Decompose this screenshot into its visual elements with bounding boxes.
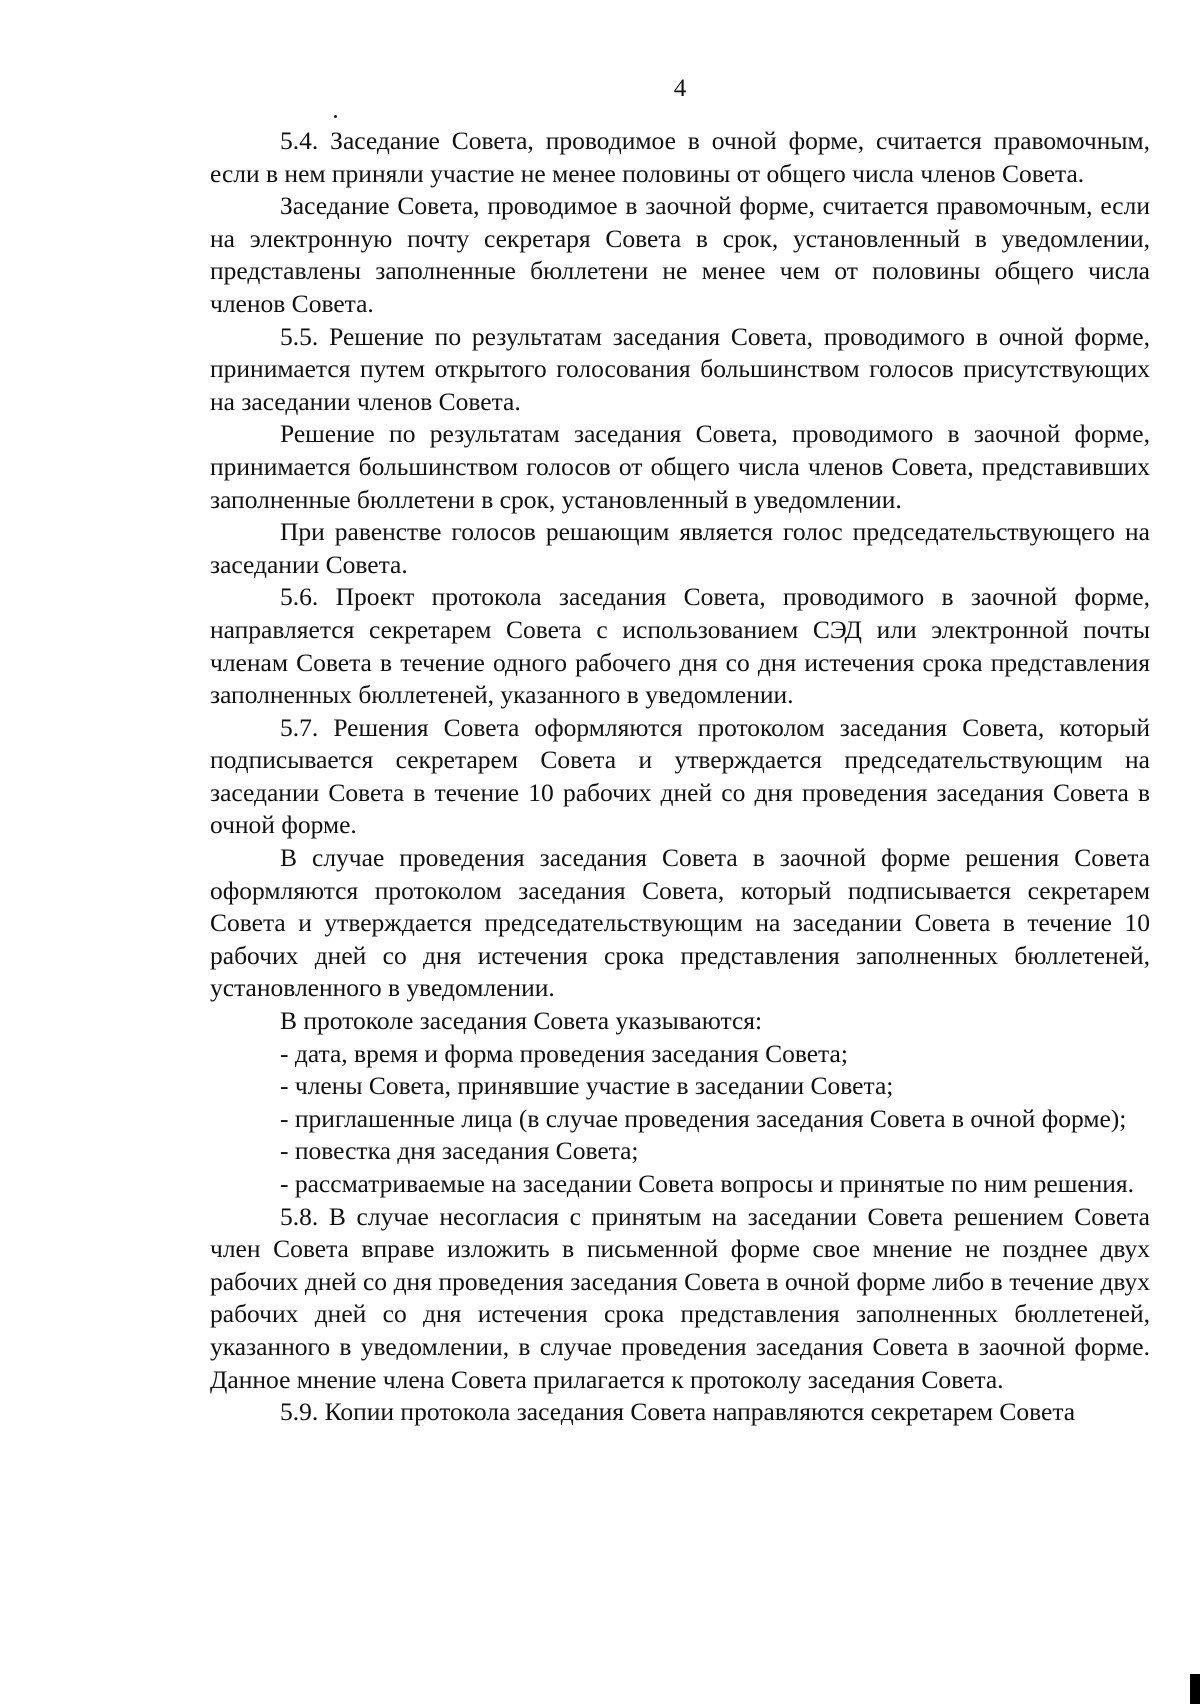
scan-speck bbox=[334, 115, 337, 118]
paragraph-protocol-contents: В протоколе заседания Совета указываются: bbox=[280, 1006, 763, 1036]
list-item: - рассматриваемые на заседании Совета вопросы и принятые по ним решения. bbox=[280, 1169, 1135, 1198]
scan-edge-mark bbox=[1190, 1674, 1200, 1704]
paragraph-5-8: 5.8. В случае несогласия с принятым на заседании Совета решением Совета член Совета вправе изложить в письменной форме свое мнение не позднее двух рабочих дней со дня проведения заседания Совета в очной форме либо в течение двух рабочих дней со дня истечения срока представления заполненных бюллетеней, указанного в уведомлении, в случае проведения заседания Совета в заочной форме. Данное мнение члена Совета прилагается к протоколу заседания Совета. bbox=[210, 1201, 1150, 1394]
paragraph-5-9: 5.9. Копии протокола заседания Совета направляются секретарем Совета bbox=[280, 1397, 1076, 1427]
paragraph-5-7: 5.7. Решения Совета оформляются протоколом заседания Совета, который подписывается секретарем Совета и утверждается председательствующим на заседании Совета в течение 10 рабочих дней со дня проведения заседания Совета в очной форме. bbox=[210, 712, 1150, 840]
paragraph-5-4-absentee: Заседание Совета, проводимое в заочной форме, считается правомочным, если на электронную почту секретаря Совета в срок, установленный в уведомлении, представлены заполненные бюллетени не менее чем от половины общего числа членов Совета. bbox=[210, 191, 1150, 318]
list-item: - приглашенные лица (в случае проведения заседания Совета в очной форме); bbox=[280, 1103, 1127, 1133]
paragraph-5-7-absentee: В случае проведения заседания Совета в заочной форме решения Совета оформляются протоколом заседания Совета, который подписывается секретарем Совета и утверждается председательствующим на заседании Совета в течение 10 рабочих дней со дня истечения срока представления заполненных бюллетеней, установленного в уведомлении. bbox=[210, 843, 1150, 1003]
list-item: - дата, время и форма проведения заседания Совета; bbox=[280, 1038, 848, 1068]
document-body bbox=[210, 125, 1150, 1429]
page-number: 4 bbox=[673, 75, 687, 102]
paragraph-5-4: 5.4. Заседание Совета, проводимое в очной форме, считается правомочным, если в нем приняли участие не менее половины от общего числа членов Совета. bbox=[210, 126, 1150, 188]
list-item: - повестка дня заседания Совета; bbox=[280, 1136, 639, 1166]
paragraph-5-6: 5.6. Проект протокола заседания Совета, проводимого в заочной форме, направляется секретарем Совета с использованием СЭД или электронной почты членам Совета в течение одного рабочего дня со дня истечения срока представления заполненных бюллетеней, указанного в уведомлении. bbox=[210, 582, 1150, 710]
paragraph-5-5-absentee: Решение по результатам заседания Совета, проводимого в заочной форме, принимается большинством голосов от общего числа членов Совета, представивших заполненные бюллетени в срок, установленный в уведомлении. bbox=[210, 419, 1150, 514]
paragraph-5-5: 5.5. Решение по результатам заседания Совета, проводимого в очной форме, принимается путем открытого голосования большинством голосов присутствующих на заседании членов Совета. bbox=[210, 321, 1150, 416]
paragraph-5-5-tie: При равенстве голосов решающим является голос председательствующего на заседании Совета. bbox=[210, 517, 1150, 579]
list-item: - члены Совета, принявшие участие в заседании Совета; bbox=[280, 1071, 894, 1101]
